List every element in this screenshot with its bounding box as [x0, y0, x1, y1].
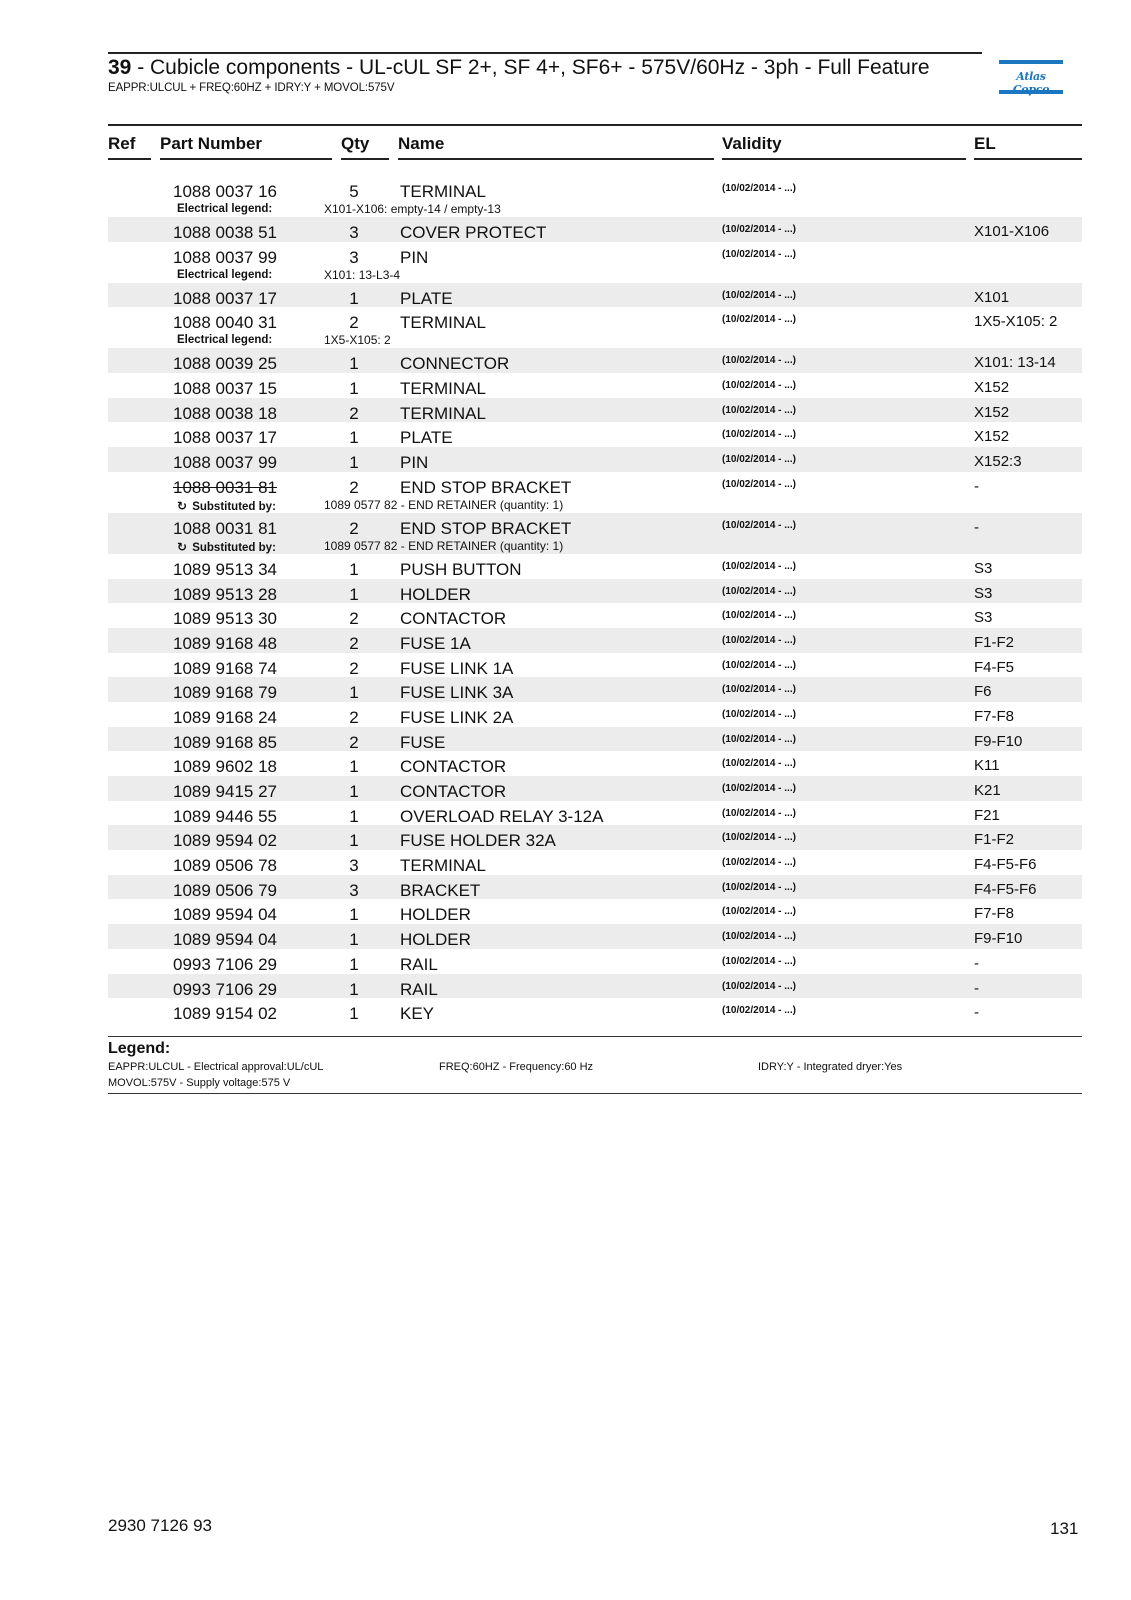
electrical-legend-ref: F4-F5-F6: [974, 856, 1037, 874]
legend-item: FREQ:60HZ - Frequency:60 Hz: [439, 1061, 594, 1073]
col-part-number-underline: [160, 158, 332, 160]
part-number: 1089 9415 27: [173, 782, 277, 801]
part-number: 1088 0031 81: [173, 518, 277, 538]
validity: (10/02/2014 - ...): [722, 478, 796, 490]
part-number: 1089 9168 24: [173, 707, 277, 727]
quantity: 1: [349, 379, 359, 399]
col-validity: Validity: [722, 134, 782, 153]
part-name: TERMINAL: [400, 856, 486, 876]
validity: (10/02/2014 - ...): [722, 758, 796, 770]
table-row: [108, 776, 1082, 801]
validity: (10/02/2014 - ...): [722, 733, 796, 745]
table-row: [108, 825, 1082, 850]
table-row: [108, 307, 1082, 348]
validity: (10/02/2014 - ...): [722, 519, 796, 531]
part-number: 1088 0037 99: [173, 453, 277, 473]
validity: (10/02/2014 - ...): [722, 560, 796, 572]
part-name: TERMINAL: [400, 403, 486, 423]
logo-bar-top: [999, 60, 1063, 64]
page-subtitle: EAPPR:ULCUL + FREQ:60HZ + IDRY:Y + MOVOL:575V: [108, 82, 395, 94]
part-number: 1089 9594 04: [173, 905, 277, 925]
electrical-legend-ref: X152: [974, 428, 1010, 446]
part-name: FUSE LINK 3A: [400, 683, 514, 703]
validity: (10/02/2014 - ...): [722, 183, 796, 194]
electrical-legend-ref: -: [974, 979, 979, 997]
table-row: [108, 850, 1082, 875]
part-number: 1088 0031 81: [173, 477, 277, 497]
part-number: 1089 9513 34: [173, 559, 277, 579]
document-number: 2930 7126 93: [108, 1516, 212, 1535]
electrical-legend-ref: S3: [974, 559, 993, 577]
part-name: TERMINAL: [400, 379, 486, 399]
quantity: 1: [349, 831, 359, 851]
quantity: 2: [349, 477, 359, 497]
part-name: FUSE LINK 2A: [400, 707, 514, 727]
electrical-legend-ref: -: [974, 954, 979, 972]
quantity: 2: [349, 518, 359, 538]
part-name: BRACKET: [400, 880, 481, 900]
part-number: 1089 9168 79: [173, 683, 277, 703]
page-header: [108, 52, 982, 94]
electrical-legend-ref: F9-F10: [974, 732, 1023, 750]
legend-bottom-rule: [108, 1093, 1082, 1094]
table-row: [108, 422, 1082, 447]
electrical-legend-ref: X152: [974, 379, 1010, 397]
table-row: [108, 751, 1082, 776]
table-row: [108, 974, 1082, 999]
quantity: 2: [349, 707, 359, 727]
electrical-legend-ref: -: [974, 1004, 979, 1022]
part-name: HOLDER: [400, 584, 471, 604]
part-number: 1088 0038 18: [173, 403, 277, 423]
part-name: CONTACTOR: [400, 757, 507, 777]
quantity: 3: [349, 247, 359, 267]
refresh-icon: ↻: [177, 539, 188, 554]
validity: (10/02/2014 - ...): [722, 634, 796, 646]
sub-label: [177, 499, 276, 513]
col-qty: Qty: [341, 134, 370, 153]
sub-label-text: Electrical legend:: [177, 203, 273, 215]
part-name: TERMINAL: [400, 313, 486, 333]
part-number: 1089 9513 28: [173, 584, 277, 604]
table-row: [108, 283, 1082, 308]
validity: (10/02/2014 - ...): [722, 684, 796, 696]
validity: (10/02/2014 - ...): [722, 429, 796, 441]
logo-bar-bottom: [999, 90, 1063, 94]
part-name: END STOP BRACKET: [400, 518, 572, 538]
page-title: [108, 56, 938, 80]
col-validity-underline: [722, 158, 966, 160]
electrical-legend-ref: F7-F8: [974, 707, 1015, 725]
validity: (10/02/2014 - ...): [722, 355, 796, 367]
part-name: HOLDER: [400, 930, 471, 950]
electrical-legend-ref: K21: [974, 782, 1001, 799]
part-number: 1088 0037 17: [173, 428, 277, 448]
part-name: CONTACTOR: [400, 782, 507, 801]
part-name: FUSE: [400, 732, 446, 752]
part-number: 1089 9154 02: [173, 1004, 277, 1024]
part-name: CONTACTOR: [400, 609, 507, 629]
part-name: RAIL: [400, 954, 438, 974]
quantity: 3: [349, 880, 359, 900]
part-number: 1088 0040 31: [173, 313, 277, 333]
quantity: 2: [349, 658, 359, 678]
table-row: [108, 513, 1082, 554]
validity: (10/02/2014 - ...): [722, 224, 796, 235]
table-row: [108, 702, 1082, 727]
col-el-underline: [974, 158, 1082, 160]
part-number: 1089 9594 02: [173, 831, 277, 851]
validity: (10/02/2014 - ...): [722, 454, 796, 466]
electrical-legend-ref: S3: [974, 584, 993, 602]
part-number: 1089 9446 55: [173, 806, 277, 826]
table-row: [108, 727, 1082, 752]
sub-label-text: Electrical legend:: [177, 268, 273, 281]
electrical-legend-ref: -: [974, 518, 979, 536]
table-row: [108, 924, 1082, 949]
electrical-legend-ref: F4-F5: [974, 658, 1015, 676]
validity: (10/02/2014 - ...): [722, 708, 796, 720]
validity: (10/02/2014 - ...): [722, 289, 796, 301]
part-number: 1088 0039 25: [173, 354, 277, 374]
table-row: [108, 242, 1082, 283]
electrical-legend-ref: K11: [974, 757, 1000, 775]
electrical-legend-ref: F1-F2: [974, 831, 1015, 849]
sub-label-text: Electrical legend:: [177, 334, 273, 347]
part-name: OVERLOAD RELAY 3-12A: [400, 806, 604, 826]
sub-text: 1X5-X105: 2: [324, 333, 391, 348]
electrical-legend-ref: F7-F8: [974, 905, 1015, 923]
validity: (10/02/2014 - ...): [722, 404, 796, 416]
validity: (10/02/2014 - ...): [722, 610, 796, 622]
quantity: 3: [349, 223, 359, 242]
table-row: [108, 949, 1082, 974]
table-row: [108, 677, 1082, 702]
table-row: [108, 373, 1082, 398]
quantity: 1: [349, 782, 359, 801]
table-row: [108, 398, 1082, 423]
electrical-legend-ref: F9-F10: [974, 930, 1023, 948]
legend-item: IDRY:Y - Integrated dryer:Yes: [758, 1061, 903, 1073]
parts-table: [108, 176, 1082, 1023]
legend-item: EAPPR:ULCUL - Electrical approval:UL/cUL: [108, 1061, 324, 1073]
part-name: PUSH BUTTON: [400, 559, 522, 579]
validity: (10/02/2014 - ...): [722, 380, 796, 392]
part-number: 1089 9513 30: [173, 609, 277, 629]
part-name: FUSE 1A: [400, 633, 471, 653]
page-number: 131: [1050, 1519, 1079, 1538]
table-row: [108, 176, 1082, 217]
part-number: 1088 0038 51: [173, 223, 277, 242]
table-row: [108, 603, 1082, 628]
electrical-legend-ref: X152: [974, 403, 1010, 421]
electrical-legend-ref: 1X5-X105: 2: [974, 313, 1058, 331]
sub-label: [177, 540, 276, 554]
electrical-legend-ref: F6: [974, 683, 992, 701]
col-ref: Ref: [108, 134, 136, 153]
legend: [108, 1036, 1082, 1089]
validity: (10/02/2014 - ...): [722, 955, 796, 967]
sub-text: X101: 13-L3-4: [324, 267, 401, 282]
quantity: 1: [349, 806, 359, 826]
quantity: 1: [349, 428, 359, 448]
quantity: 1: [349, 354, 359, 374]
validity: (10/02/2014 - ...): [722, 832, 796, 844]
quantity: 1: [349, 979, 359, 999]
part-number: 1089 9168 74: [173, 658, 277, 678]
part-number: 1089 9168 85: [173, 732, 277, 752]
electrical-legend-ref: F1-F2: [974, 633, 1015, 651]
quantity: 1: [349, 905, 359, 925]
electrical-legend-ref: F4-F5-F6: [974, 880, 1037, 898]
part-name: FUSE LINK 1A: [400, 658, 514, 678]
electrical-legend-ref: X101: [974, 288, 1010, 306]
part-name: TERMINAL: [400, 182, 486, 201]
part-name: PLATE: [400, 288, 453, 308]
quantity: 1: [349, 584, 359, 604]
part-name: HOLDER: [400, 905, 471, 925]
section-title: - Cubicle components - UL-cUL SF 2+, SF 4+, SF6+ - 575V/60Hz - 3ph - Full Feature: [131, 56, 930, 79]
sub-text: X101-X106: empty-14 / empty-13: [324, 202, 501, 216]
part-name: RAIL: [400, 979, 438, 999]
col-part-number: Part Number: [160, 134, 263, 153]
validity: (10/02/2014 - ...): [722, 980, 796, 992]
table-row: [108, 653, 1082, 678]
quantity: 2: [349, 609, 359, 629]
quantity: 3: [349, 856, 359, 876]
part-name: PLATE: [400, 428, 453, 448]
table-row: [108, 801, 1082, 826]
sub-label: [177, 203, 272, 215]
part-number: 0993 7106 29: [173, 954, 277, 974]
table-row: [108, 348, 1082, 373]
part-name: CONNECTOR: [400, 354, 510, 374]
atlas-copco-logo: [999, 60, 1063, 96]
electrical-legend-ref: F21: [974, 806, 1000, 824]
col-el: EL: [974, 134, 996, 153]
validity: (10/02/2014 - ...): [722, 585, 796, 597]
quantity: 5: [349, 182, 359, 201]
validity: (10/02/2014 - ...): [722, 659, 796, 671]
validity: (10/02/2014 - ...): [722, 807, 796, 819]
quantity: 1: [349, 1004, 359, 1024]
part-number: 0993 7106 29: [173, 979, 277, 999]
legend-title: Legend:: [108, 1040, 171, 1057]
col-name-underline: [398, 158, 714, 160]
validity: (10/02/2014 - ...): [722, 248, 796, 260]
quantity: 2: [349, 633, 359, 653]
part-number: 1089 0506 78: [173, 856, 277, 876]
table-row: [108, 217, 1082, 242]
electrical-legend-ref: S3: [974, 609, 993, 627]
electrical-legend-ref: X101-X106: [974, 223, 1050, 240]
table-row: [108, 899, 1082, 924]
sub-label: [177, 269, 272, 281]
logo-text: Atlas: [1016, 70, 1046, 83]
sub-label: [177, 334, 272, 346]
table-row: [108, 628, 1082, 653]
part-number: 1088 0037 16: [173, 182, 277, 201]
col-ref-underline: [108, 158, 151, 160]
part-name: FUSE HOLDER 32A: [400, 831, 556, 851]
sub-text: 1089 0577 82 - END RETAINER (quantity: 1): [324, 497, 564, 512]
part-number: 1088 0037 15: [173, 379, 277, 399]
table-row: [108, 447, 1082, 472]
electrical-legend-ref: -: [974, 477, 979, 495]
sub-text: 1089 0577 82 - END RETAINER (quantity: 1): [324, 538, 564, 553]
electrical-legend-ref: X152:3: [974, 453, 1022, 471]
part-number: 1089 9594 04: [173, 930, 277, 950]
table-row: [108, 875, 1082, 900]
part-number: 1089 9602 18: [173, 757, 277, 777]
quantity: 1: [349, 453, 359, 473]
part-name: KEY: [400, 1004, 435, 1024]
table-row: [108, 554, 1082, 579]
quantity: 2: [349, 403, 359, 423]
part-number: 1088 0037 99: [173, 247, 277, 267]
part-name: END STOP BRACKET: [400, 477, 572, 497]
quantity: 1: [349, 930, 359, 950]
quantity: 2: [349, 313, 359, 333]
quantity: 1: [349, 288, 359, 308]
validity: (10/02/2014 - ...): [722, 314, 796, 326]
validity: (10/02/2014 - ...): [722, 931, 796, 943]
section-number: 39: [108, 56, 132, 79]
table-row: [108, 472, 1082, 513]
col-name: Name: [398, 134, 445, 153]
part-number: 1088 0037 17: [173, 288, 277, 308]
sub-label-text: Substituted by:: [192, 541, 276, 554]
part-number: 1089 0506 79: [173, 880, 277, 900]
legend-item: MOVOL:575V - Supply voltage:575 V: [108, 1077, 291, 1089]
quantity: 1: [349, 559, 359, 579]
table-row: [108, 579, 1082, 604]
validity: (10/02/2014 - ...): [722, 783, 796, 794]
table-row: [108, 998, 1082, 1023]
part-name: PIN: [400, 247, 429, 267]
col-qty-underline: [341, 158, 389, 160]
quantity: 1: [349, 683, 359, 703]
validity: (10/02/2014 - ...): [722, 1005, 796, 1017]
table-header: [108, 124, 1082, 160]
part-name: COVER PROTECT: [400, 223, 547, 242]
validity: (10/02/2014 - ...): [722, 857, 796, 869]
validity: (10/02/2014 - ...): [722, 881, 796, 893]
electrical-legend-ref: X101: 13-14: [974, 354, 1056, 372]
quantity: 1: [349, 954, 359, 974]
validity: (10/02/2014 - ...): [722, 906, 796, 918]
part-number: 1089 9168 48: [173, 633, 277, 653]
sub-label-text: Substituted by:: [192, 500, 276, 513]
quantity: 2: [349, 732, 359, 752]
refresh-icon: ↻: [177, 498, 188, 513]
part-name: PIN: [400, 453, 429, 473]
quantity: 1: [349, 757, 359, 777]
